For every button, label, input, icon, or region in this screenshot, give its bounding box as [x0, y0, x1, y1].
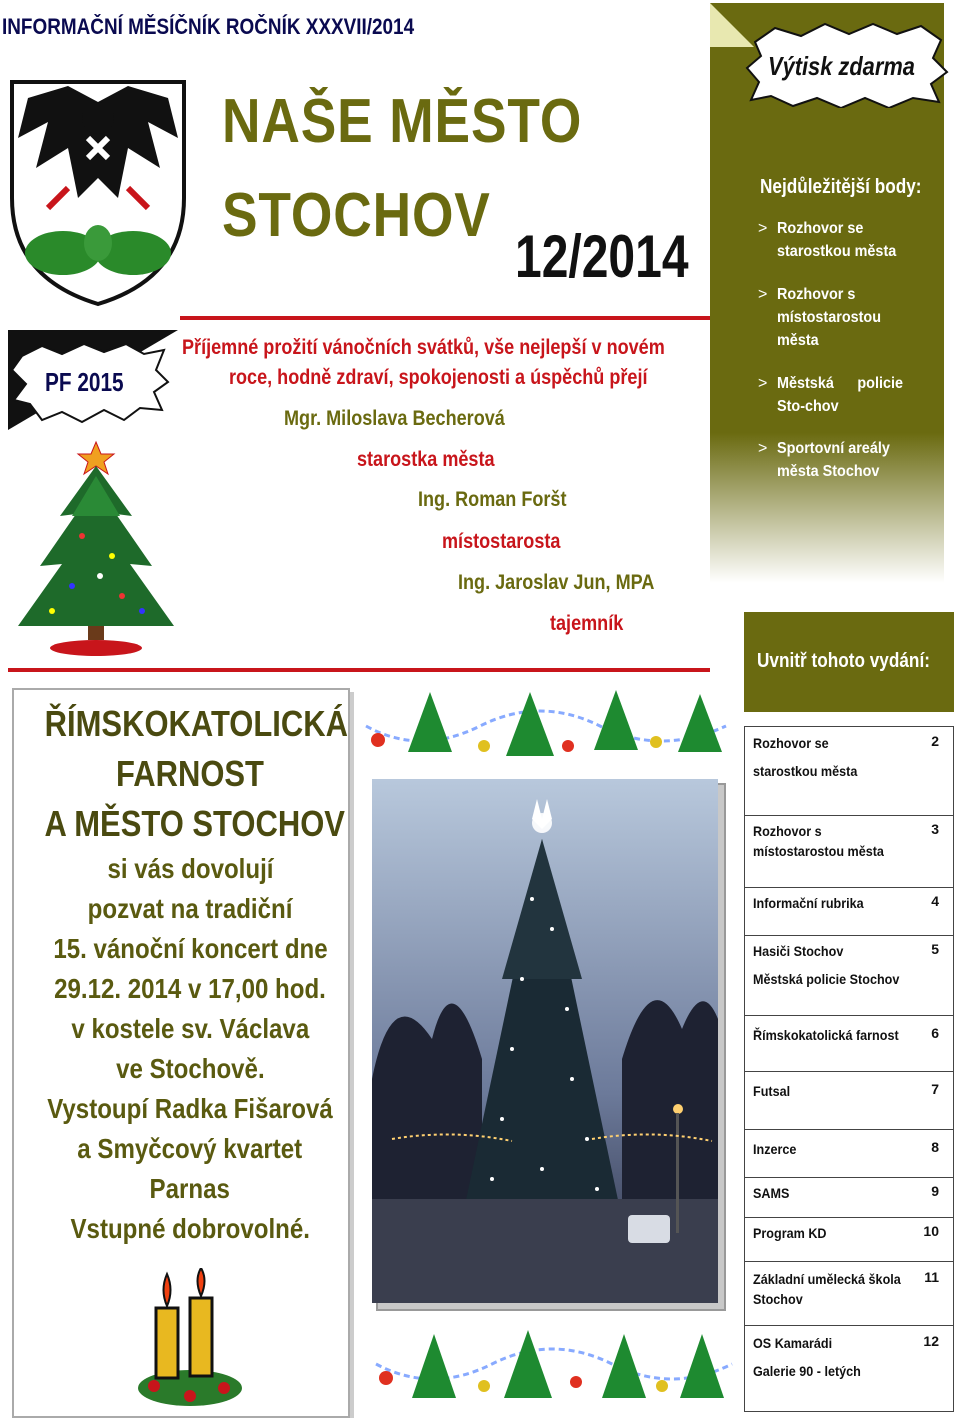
- toc-title: Základní umělecká škola Stochov: [753, 1271, 901, 1307]
- toc-title: Římskokatolická farnost: [753, 1027, 899, 1043]
- toc-title-continued: Galerie 90 - letých: [753, 1363, 861, 1379]
- toc-page: 6: [931, 1025, 939, 1041]
- highlights-heading: Nejdůležitější body:: [760, 176, 922, 198]
- signatory-role: místostarosta: [442, 530, 561, 553]
- christmas-tree-icon: [12, 436, 188, 664]
- toc-page: 7: [931, 1081, 939, 1097]
- greeting-line-2: roce, hodně zdraví, spokojenosti a úspěchů přejí: [229, 366, 648, 389]
- toc-title: Inzerce: [753, 1141, 797, 1157]
- toc-title: Hasiči Stochov: [753, 943, 844, 959]
- issue-number: 12/2014: [515, 223, 689, 290]
- signatory-role: tajemník: [550, 612, 624, 635]
- invitation-line: ve Stochově.: [115, 1053, 265, 1084]
- toc-page: 2: [931, 733, 939, 749]
- inside-heading: Uvnitř tohoto vydání:: [757, 650, 930, 672]
- title-line-1: NAŠE MĚSTO: [222, 87, 583, 156]
- highlight-item: > Rozhovor s místostarostou města: [758, 286, 882, 349]
- divider: [8, 668, 710, 672]
- invitation-line: 15. vánoční koncert dne: [52, 933, 328, 964]
- toc-title: Futsal: [753, 1083, 791, 1099]
- toc-row[interactable]: [745, 1071, 953, 1130]
- toc-row[interactable]: [745, 727, 953, 816]
- toc-row[interactable]: [745, 815, 953, 888]
- pf-badge-text: PF 2015: [45, 367, 124, 397]
- toc-row[interactable]: [745, 1325, 953, 1411]
- candles-icon: [134, 1268, 246, 1408]
- invitation-line: FARNOST: [116, 753, 264, 794]
- invitation-line: A MĚSTO STOCHOV: [44, 803, 345, 844]
- toc-page: 10: [923, 1223, 939, 1239]
- toc-page: 3: [931, 821, 939, 837]
- invitation-line: v kostele sv. Václava: [71, 1013, 309, 1044]
- highlight-item: > Městská policie Sto-chov: [758, 375, 903, 415]
- invitation-line: ŘÍMSKOKATOLICKÁ: [44, 703, 348, 744]
- toc-page: 11: [924, 1269, 939, 1285]
- signatory-name: Ing. Jaroslav Jun, MPA: [458, 571, 655, 594]
- toc-page: 9: [931, 1183, 939, 1199]
- toc-row[interactable]: [745, 1015, 953, 1072]
- garland-top-icon: [360, 686, 732, 766]
- invitation-line: Vystoupí Radka Fišarová: [47, 1093, 333, 1124]
- toc-title: Rozhovor se: [753, 735, 829, 751]
- toc-page: 4: [931, 893, 939, 909]
- free-copy-text: Výtisk zdarma: [768, 51, 915, 81]
- toc-row[interactable]: [745, 1129, 953, 1178]
- highlight-item: > Sportovní areály města Stochov: [758, 440, 890, 480]
- invitation-line: Parnas: [149, 1173, 231, 1204]
- toc-title: Rozhovor s místostarostou města: [753, 823, 884, 859]
- garland-bottom-icon: [372, 1324, 736, 1408]
- toc-row[interactable]: [745, 887, 953, 936]
- toc-title-continued: Městská policie Stochov: [753, 971, 900, 987]
- divider: [180, 316, 714, 320]
- toc-row[interactable]: [745, 1261, 953, 1326]
- signatory-name: Mgr. Miloslava Becherová: [284, 407, 505, 430]
- town-christmas-tree-photo: [372, 779, 718, 1303]
- toc-page: 8: [931, 1139, 939, 1155]
- toc-title: Program KD: [753, 1225, 827, 1241]
- invitation-line: pozvat na tradiční: [87, 893, 293, 924]
- signatory-name: Ing. Roman Foršt: [418, 488, 567, 511]
- invitation-line: si vás dovolují: [107, 853, 273, 884]
- title-line-2: STOCHOV: [222, 181, 491, 250]
- coat-of-arms-icon: [8, 78, 188, 308]
- greeting-line-1: Příjemné prožití vánočních svátků, vše nejlepší v novém: [182, 336, 665, 359]
- table-of-contents: [744, 726, 954, 1412]
- highlight-item: > Rozhovor se starostkou města: [758, 220, 897, 260]
- invitation-line: Vstupné dobrovolné.: [70, 1213, 310, 1244]
- toc-title: Informační rubrika: [753, 895, 864, 911]
- invitation-line: 29.12. 2014 v 17,00 hod.: [54, 973, 326, 1004]
- toc-page: 12: [923, 1333, 939, 1349]
- toc-row[interactable]: [745, 1217, 953, 1262]
- toc-page: 5: [931, 941, 939, 957]
- invitation-line: a Smyčcový kvartet: [77, 1133, 303, 1164]
- toc-row[interactable]: [745, 1177, 953, 1218]
- toc-title-continued: starostkou města: [753, 763, 858, 779]
- toc-row[interactable]: [745, 935, 953, 1016]
- toc-title: OS Kamarádi: [753, 1335, 833, 1351]
- publication-line: INFORMAČNÍ MĚSÍČNÍK ROČNÍK XXXVII/2014: [2, 14, 415, 39]
- signatory-role: starostka města: [357, 448, 495, 471]
- toc-title: SAMS: [753, 1185, 790, 1201]
